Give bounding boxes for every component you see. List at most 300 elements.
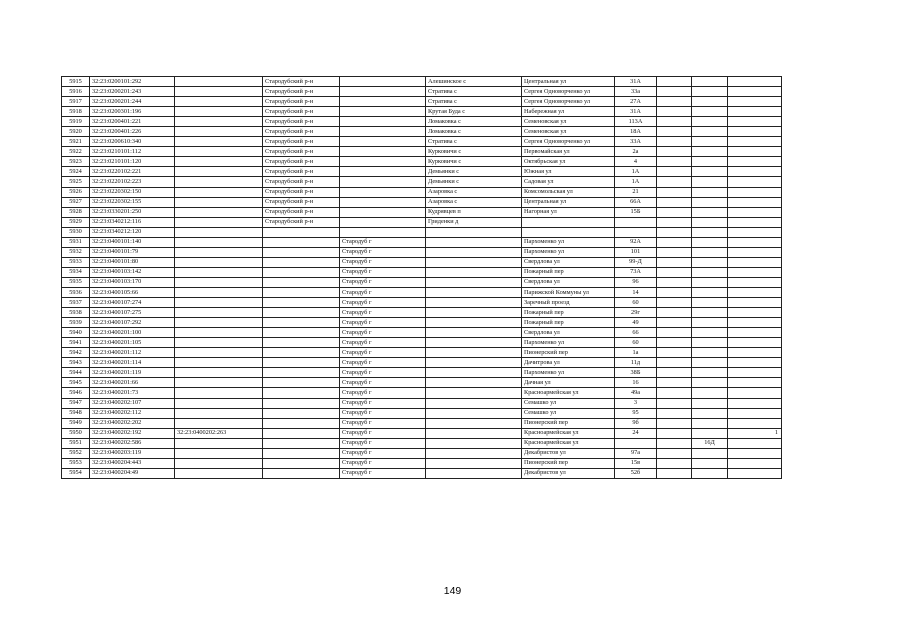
settlement-cell: Кудрявцев п [426,207,522,217]
extra-3-cell: 1 [728,428,782,438]
settlement-cell [426,338,522,348]
city-cell [340,227,426,237]
extra-1-cell [657,318,692,328]
settlement-cell [426,468,522,478]
secondary-cadastral-number-cell [175,468,263,478]
settlement-cell [426,378,522,388]
cadastral-number-cell: 32:23:0200201:243 [90,87,175,97]
table-row [62,398,782,408]
street-cell: Сергея Одноворченко ул [522,97,615,107]
street-cell: Свердлова ул [522,257,615,267]
table-row [62,87,782,97]
city-cell: Стародуб г [340,358,426,368]
district-cell [263,247,340,257]
cadastral-number-cell: 32:23:0400201:66 [90,378,175,388]
cadastral-number-cell: 32:23:0340212:116 [90,217,175,227]
secondary-cadastral-number-cell [175,247,263,257]
extra-3-cell [728,378,782,388]
extra-1-cell [657,398,692,408]
row-number-cell: 5941 [62,338,90,348]
row-number-cell: 5947 [62,398,90,408]
secondary-cadastral-number-cell [175,277,263,287]
table-row [62,247,782,257]
extra-1-cell [657,197,692,207]
city-cell: Стародуб г [340,388,426,398]
city-cell: Стародуб г [340,318,426,328]
street-cell [522,227,615,237]
table-row [62,237,782,247]
row-number-cell: 5944 [62,368,90,378]
settlement-cell [426,448,522,458]
extra-1-cell [657,458,692,468]
secondary-cadastral-number-cell [175,408,263,418]
street-cell: Дачитрова ул [522,358,615,368]
table-row [62,187,782,197]
house-number-cell: 31А [615,77,657,87]
settlement-cell [426,408,522,418]
district-cell [263,338,340,348]
house-number-cell: 97а [615,448,657,458]
cadastral-number-cell: 32:23:0400101:80 [90,257,175,267]
city-cell [340,147,426,157]
extra-1-cell [657,287,692,297]
street-cell: Дачная ул [522,378,615,388]
secondary-cadastral-number-cell [175,388,263,398]
settlement-cell: Демьянки с [426,167,522,177]
extra-1-cell [657,167,692,177]
street-cell: Декабристов ул [522,448,615,458]
row-number-cell: 5936 [62,287,90,297]
district-cell [263,458,340,468]
settlement-cell: Алешинское с [426,77,522,87]
district-cell [263,318,340,328]
secondary-cadastral-number-cell [175,398,263,408]
cadastral-number-cell: 32:23:0400101:140 [90,237,175,247]
district-cell [263,328,340,338]
extra-1-cell [657,257,692,267]
house-number-cell: 3 [615,398,657,408]
city-cell [340,197,426,207]
city-cell: Стародуб г [340,348,426,358]
table-row [62,468,782,478]
extra-1-cell [657,227,692,237]
street-cell: Семашко ул [522,408,615,418]
secondary-cadastral-number-cell [175,358,263,368]
city-cell: Стародуб г [340,458,426,468]
secondary-cadastral-number-cell [175,207,263,217]
secondary-cadastral-number-cell [175,348,263,358]
cadastral-number-cell: 32:23:0340212:120 [90,227,175,237]
settlement-cell: Стратива с [426,137,522,147]
extra-3-cell [728,348,782,358]
city-cell: Стародуб г [340,287,426,297]
row-number-cell: 5915 [62,77,90,87]
extra-3-cell [728,217,782,227]
extra-1-cell [657,77,692,87]
extra-3-cell [728,408,782,418]
cadastral-number-cell: 32:23:0400201:112 [90,348,175,358]
extra-2-cell [692,388,728,398]
extra-3-cell [728,187,782,197]
settlement-cell [426,368,522,378]
district-cell: Стародубский р-н [263,177,340,187]
cadastral-number-cell: 32:23:0400203:119 [90,448,175,458]
secondary-cadastral-number-cell [175,117,263,127]
extra-3-cell [728,127,782,137]
extra-2-cell [692,127,728,137]
house-number-cell: 33А [615,137,657,147]
extra-1-cell [657,448,692,458]
extra-2-cell [692,267,728,277]
row-number-cell: 5917 [62,97,90,107]
secondary-cadastral-number-cell [175,298,263,308]
city-cell: Стародуб г [340,277,426,287]
house-number-cell [615,438,657,448]
city-cell: Стародуб г [340,338,426,348]
district-cell [263,428,340,438]
extra-2-cell [692,328,728,338]
house-number-cell: 18А [615,127,657,137]
row-number-cell: 5925 [62,177,90,187]
extra-3-cell [728,167,782,177]
street-cell: Пожарный пер [522,318,615,328]
cadastral-number-cell: 32:23:0400201:119 [90,368,175,378]
extra-3-cell [728,458,782,468]
extra-2-cell [692,237,728,247]
secondary-cadastral-number-cell [175,177,263,187]
settlement-cell [426,318,522,328]
row-number-cell: 5939 [62,318,90,328]
secondary-cadastral-number-cell [175,157,263,167]
city-cell [340,87,426,97]
extra-3-cell [728,448,782,458]
extra-2-cell [692,247,728,257]
district-cell [263,448,340,458]
table-row [62,117,782,127]
extra-2-cell [692,87,728,97]
extra-2-cell [692,217,728,227]
row-number-cell: 5930 [62,227,90,237]
house-number-cell: 99-Д [615,257,657,267]
house-number-cell: 11д [615,358,657,368]
secondary-cadastral-number-cell [175,107,263,117]
cadastral-number-cell: 32:23:0210101:120 [90,157,175,167]
secondary-cadastral-number-cell [175,77,263,87]
settlement-cell [426,237,522,247]
table-row [62,318,782,328]
table-row [62,408,782,418]
extra-3-cell [728,398,782,408]
row-number-cell: 5942 [62,348,90,358]
district-cell [263,308,340,318]
secondary-cadastral-number-cell [175,308,263,318]
settlement-cell [426,247,522,257]
city-cell [340,167,426,177]
city-cell: Стародуб г [340,398,426,408]
cadastral-number-cell: 32:23:0400204:443 [90,458,175,468]
extra-2-cell [692,428,728,438]
extra-1-cell [657,358,692,368]
district-cell: Стародубский р-н [263,147,340,157]
house-number-cell: 4 [615,157,657,167]
city-cell: Стародуб г [340,308,426,318]
extra-2-cell [692,77,728,87]
row-number-cell: 5921 [62,137,90,147]
cadastral-number-cell: 32:23:0200101:292 [90,77,175,87]
table-row [62,358,782,368]
extra-1-cell [657,368,692,378]
street-cell: Сергея Одноворченко ул [522,87,615,97]
cadastral-number-cell: 32:23:0400201:73 [90,388,175,398]
extra-3-cell [728,338,782,348]
extra-2-cell [692,468,728,478]
street-cell: Свердлова ул [522,277,615,287]
street-cell: Пархоменко ул [522,368,615,378]
district-cell: Стародубский р-н [263,197,340,207]
cadastral-number-cell: 32:23:0200301:196 [90,107,175,117]
settlement-cell: Крутая Буда с [426,107,522,117]
street-cell: Семеновская ул [522,127,615,137]
house-number-cell: 73А [615,267,657,277]
cadastral-number-cell: 32:23:0400202:202 [90,418,175,428]
settlement-cell [426,438,522,448]
city-cell: Стародуб г [340,368,426,378]
street-cell: Садовая ул [522,177,615,187]
row-number-cell: 5934 [62,267,90,277]
district-cell [263,267,340,277]
extra-1-cell [657,217,692,227]
district-cell: Стародубский р-н [263,87,340,97]
extra-3-cell [728,207,782,217]
street-cell: Пионерский пер [522,458,615,468]
row-number-cell: 5922 [62,147,90,157]
city-cell [340,187,426,197]
cadastral-number-cell: 32:23:0200401:221 [90,117,175,127]
row-number-cell: 5924 [62,167,90,177]
table-row [62,257,782,267]
secondary-cadastral-number-cell [175,227,263,237]
extra-2-cell [692,398,728,408]
extra-1-cell [657,87,692,97]
city-cell [340,127,426,137]
extra-1-cell [657,388,692,398]
city-cell: Стародуб г [340,257,426,267]
district-cell [263,257,340,267]
district-cell: Стародубский р-н [263,127,340,137]
district-cell [263,438,340,448]
district-cell [263,378,340,388]
table-row [62,388,782,398]
table-row [62,267,782,277]
city-cell: Стародуб г [340,328,426,338]
street-cell: Пожарный пер [522,308,615,318]
extra-1-cell [657,418,692,428]
table-row [62,217,782,227]
house-number-cell: 21 [615,187,657,197]
house-number-cell: 14 [615,287,657,297]
extra-2-cell [692,338,728,348]
district-cell [263,348,340,358]
district-cell: Стародубский р-н [263,187,340,197]
extra-3-cell [728,237,782,247]
table-row [62,227,782,237]
street-cell: Сергея Одноворченко ул [522,137,615,147]
settlement-cell: Курковичи с [426,147,522,157]
house-number-cell: 66А [615,197,657,207]
secondary-cadastral-number-cell [175,378,263,388]
street-cell: Набережная ул [522,107,615,117]
row-number-cell: 5946 [62,388,90,398]
district-cell [263,358,340,368]
extra-2-cell [692,257,728,267]
cadastral-number-cell: 32:23:0400204:49 [90,468,175,478]
district-cell [263,388,340,398]
district-cell [263,408,340,418]
extra-2-cell [692,378,728,388]
table-row [62,197,782,207]
table-row [62,448,782,458]
extra-2-cell [692,197,728,207]
extra-2-cell [692,157,728,167]
extra-2-cell [692,368,728,378]
extra-3-cell [728,418,782,428]
extra-3-cell [728,137,782,147]
secondary-cadastral-number-cell [175,187,263,197]
settlement-cell [426,428,522,438]
house-number-cell: 66 [615,328,657,338]
district-cell [263,468,340,478]
row-number-cell: 5920 [62,127,90,137]
settlement-cell: Курковичи с [426,157,522,167]
street-cell: Центральная ул [522,197,615,207]
city-cell: Стародуб г [340,468,426,478]
settlement-cell [426,398,522,408]
row-number-cell: 5935 [62,277,90,287]
cadastral-number-cell: 32:23:0200610:340 [90,137,175,147]
house-number-cell: 27А [615,97,657,107]
extra-2-cell [692,187,728,197]
house-number-cell: 92А [615,237,657,247]
table-row [62,418,782,428]
city-cell [340,177,426,187]
extra-2-cell [692,408,728,418]
table-row [62,157,782,167]
secondary-cadastral-number-cell [175,458,263,468]
city-cell: Стародуб г [340,247,426,257]
settlement-cell [426,308,522,318]
extra-1-cell [657,277,692,287]
street-cell: Первомайская ул [522,147,615,157]
cadastral-number-cell: 32:23:0400105:66 [90,287,175,297]
street-cell: Комсомольская ул [522,187,615,197]
extra-3-cell [728,277,782,287]
district-cell [263,227,340,237]
cadastral-number-cell: 32:23:0220102:223 [90,177,175,187]
house-number-cell: 52б [615,468,657,478]
city-cell [340,207,426,217]
district-cell [263,277,340,287]
extra-3-cell [728,147,782,157]
house-number-cell: 24 [615,428,657,438]
table-row [62,428,782,438]
street-cell: Семеновская ул [522,117,615,127]
city-cell: Стародуб г [340,438,426,448]
settlement-cell: Стратива с [426,87,522,97]
secondary-cadastral-number-cell [175,237,263,247]
district-cell: Стародубский р-н [263,97,340,107]
street-cell: Южная ул [522,167,615,177]
extra-3-cell [728,308,782,318]
extra-1-cell [657,438,692,448]
extra-1-cell [657,157,692,167]
extra-1-cell [657,187,692,197]
city-cell [340,217,426,227]
table-row [62,368,782,378]
secondary-cadastral-number-cell [175,328,263,338]
street-cell: Пионерский пер [522,418,615,428]
extra-1-cell [657,247,692,257]
extra-3-cell [728,117,782,127]
extra-2-cell [692,448,728,458]
secondary-cadastral-number-cell [175,257,263,267]
city-cell: Стародуб г [340,237,426,247]
extra-3-cell [728,287,782,297]
district-cell: Стародубский р-н [263,217,340,227]
house-number-cell: 49 [615,318,657,328]
extra-1-cell [657,428,692,438]
row-number-cell: 5940 [62,328,90,338]
row-number-cell: 5919 [62,117,90,127]
street-cell: Нагорная ул [522,207,615,217]
extra-3-cell [728,107,782,117]
extra-2-cell [692,318,728,328]
settlement-cell [426,458,522,468]
city-cell: Стародуб г [340,448,426,458]
extra-1-cell [657,378,692,388]
house-number-cell: 101 [615,247,657,257]
street-cell: Красноармейская ул [522,438,615,448]
table-row [62,348,782,358]
row-number-cell: 5950 [62,428,90,438]
extra-2-cell [692,137,728,147]
settlement-cell: Стратива с [426,97,522,107]
settlement-cell [426,287,522,297]
table-row [62,438,782,448]
row-number-cell: 5929 [62,217,90,227]
extra-1-cell [657,328,692,338]
extra-1-cell [657,298,692,308]
house-number-cell: 113А [615,117,657,127]
extra-1-cell [657,107,692,117]
extra-1-cell [657,267,692,277]
district-cell: Стародубский р-н [263,107,340,117]
cadastral-number-cell: 32:23:0400103:170 [90,277,175,287]
row-number-cell: 5943 [62,358,90,368]
city-cell: Стародуб г [340,428,426,438]
extra-3-cell [728,368,782,378]
street-cell: Красноармейская ул [522,388,615,398]
cadastral-number-cell: 32:23:0400201:105 [90,338,175,348]
secondary-cadastral-number-cell [175,287,263,297]
extra-3-cell [728,77,782,87]
extra-2-cell [692,177,728,187]
cadastral-number-cell: 32:23:0400202:112 [90,408,175,418]
cadastral-number-cell: 32:23:0400201:100 [90,328,175,338]
city-cell [340,137,426,147]
table-row [62,338,782,348]
row-number-cell: 5932 [62,247,90,257]
city-cell: Стародуб г [340,408,426,418]
